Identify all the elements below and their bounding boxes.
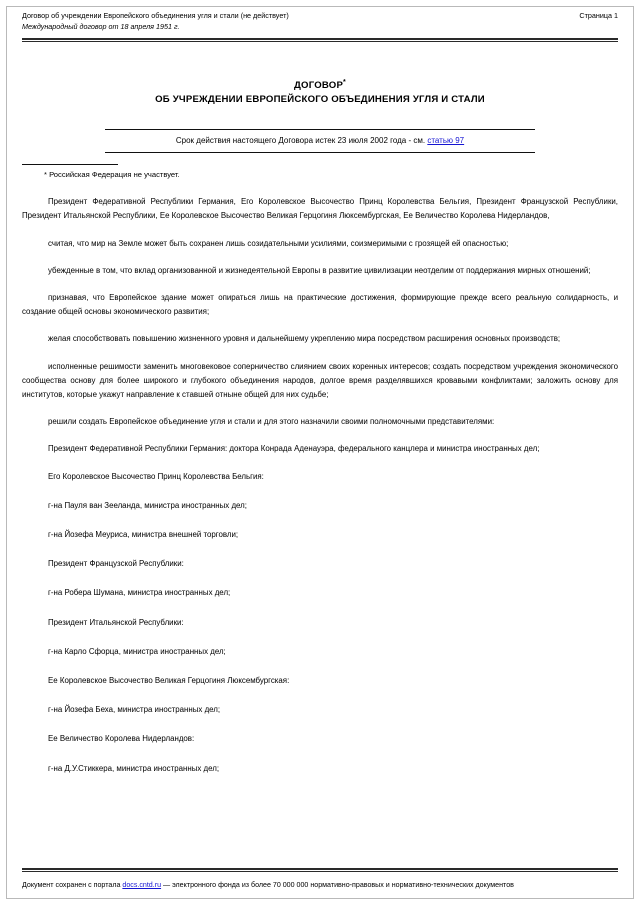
footer-text-after: — электронного фонда из более 70 000 000 нормативно-правовых и нормативно-технических документов xyxy=(161,881,514,889)
representative-line: г-на Робера Шумана, министра иностранных дел; xyxy=(48,588,231,598)
paragraph: желая способствовать повышению жизненного уровня и дальнейшему укреплению мира посредством расширения основных производств; xyxy=(48,334,561,344)
title-main-word: ДОГОВОР xyxy=(294,80,344,92)
representative-line: Его Королевское Высочество Принц Королевства Бельгия: xyxy=(48,471,264,481)
header-divider xyxy=(22,38,618,42)
document-footer xyxy=(22,880,624,891)
validity-note-text: Срок действия настоящего Договора истек 23 июля 2002 года - см. xyxy=(175,136,428,146)
representative-line: Президент Французской Республики: xyxy=(48,559,184,569)
footnote-divider xyxy=(22,164,118,165)
representative-line: г-на Д.У.Стиккера, министра иностранных дел; xyxy=(48,763,220,773)
representative-line: г-на Карло Сфорца, министра иностранных дел; xyxy=(48,646,226,656)
article-97-link[interactable]: статью 97 xyxy=(427,136,465,146)
representative-line: г-на Йозефа Меуриса, министра внешней торговли; xyxy=(48,530,239,540)
paragraph: признавая, что Европейское здание может опираться лишь на практические достижения, формирующие прежде всего реальную солидарность, и создание общей основы экономического развития; xyxy=(22,293,618,317)
representative-line: Президент Итальянской Республики: xyxy=(48,617,184,627)
page-title xyxy=(22,76,618,107)
paragraph: Президент Федеративной Республики Германия, Его Королевское Высочество Принц Королевства Бельгия, Президент Французской Республики, Президент Итальянской Республики, Ее Королевское Высочество Великая Герцогиня Люксембургская, Ее Величество Королева Нидерландов, xyxy=(22,197,618,221)
title-footnote-marker: * xyxy=(343,79,346,86)
title-line-2: ОБ УЧРЕЖДЕНИИ ЕВРОПЕЙСКОГО ОБЪЕДИНЕНИЯ УГЛЯ И СТАЛИ xyxy=(155,94,485,106)
running-header xyxy=(0,0,640,32)
running-header-line2: Международный договор от 18 апреля 1951 г. xyxy=(22,21,180,31)
footnote-text: * Российская Федерация не участвует. xyxy=(44,170,180,180)
paragraph: Президент Федеративной Республики Германия: доктора Конрада Аденауэра, федерального канцлера и министра иностранных дел; xyxy=(48,444,540,454)
document-body xyxy=(0,76,640,776)
validity-note xyxy=(105,129,535,153)
paragraph: убежденные в том, что вклад организованной и жизнедеятельной Европы в развитие цивилизации неотделим от поддержания мирных отношений; xyxy=(48,265,591,275)
representative-line: г-на Йозефа Беха, министра иностранных дел; xyxy=(48,705,221,715)
running-header-line1: Договор об учреждении Европейского объединения угля и стали (не действует) xyxy=(22,11,289,20)
paragraph: решили создать Европейское объединение угля и стали и для этого назначили своими полномочными представителями: xyxy=(48,417,495,427)
running-header-title xyxy=(22,11,289,32)
page-number-label: Страница 1 xyxy=(579,11,618,20)
paragraph: исполненные решимости заменить многовековое соперничество слиянием своих коренных интересов; создать посредством учреждения экономического сообщества основу для более широкого и глубокого объединения народов, долгое время разделявшихся кровавыми конфликтами; заложить основу для институтов, которые укажут направление к ставшей отныне общей для них судьбе; xyxy=(22,361,618,400)
body-text xyxy=(22,195,618,776)
paragraph: считая, что мир на Земле может быть сохранен лишь созидательными усилиями, соизмеримыми с грозящей ей опасностью; xyxy=(48,238,509,248)
footer-divider xyxy=(22,868,618,872)
title-line-1 xyxy=(22,76,618,93)
footer-text-before: Документ сохранен с портала xyxy=(22,881,123,889)
representative-line: Ее Величество Королева Нидерландов: xyxy=(48,734,195,744)
representative-line: г-на Пауля ван Зееланда, министра иностранных дел; xyxy=(48,500,247,510)
representative-line: Ее Королевское Высочество Великая Герцогиня Люксембургская: xyxy=(48,676,290,686)
portal-link[interactable]: docs.cntd.ru xyxy=(122,881,162,889)
footnote-block xyxy=(22,164,618,181)
